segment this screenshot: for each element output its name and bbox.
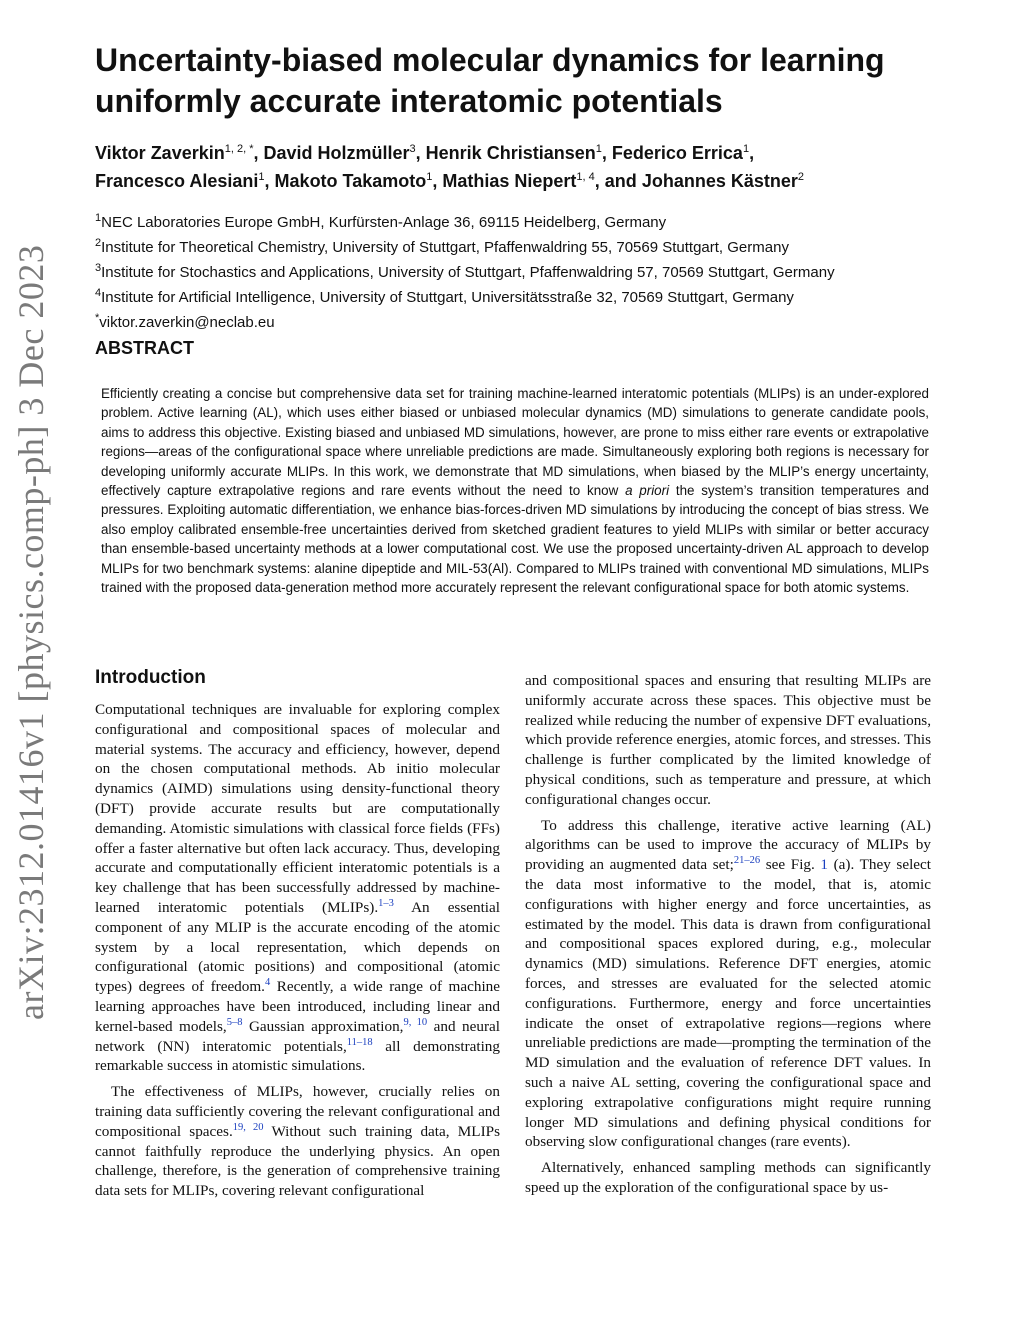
text-run: Alternatively, enhanced sampling methods can significantly speed up the exploration of the configurational space by us- <box>525 1159 931 1196</box>
abstract-text-part-2: the system’s transition temperatures and pressures. Exploiting automatic differentiation, we enhance bias-forces-driven MD simulations by introducing the concept of bias stress. We also employ calibrated ensemble-free uncertainties derived from sketched gradient features to yield MLIPs with similar or better accuracy than ensemble-based uncertainty methods at a lower computational cost. We use the proposed uncertainty-driven AL approach to develop MLIPs for two benchmark systems: alanine dipeptide and MIL-53(Al). Compared to MLIPs trained with conventional MD simulations, MLIPs trained with the proposed data-generation method more accurately represent the relevant configurational space for both atomic systems. <box>101 483 929 596</box>
text-run: (a). They select the data most informative to the model, that is, atomic configurations with higher energy and force uncertainties, as estimated by the model. This data is drawn from configurational and compositional spaces explored during, e.g., molecular dynamics (MD) simulations. Reference DFT energies, atomic forces, and stresses are evaluated for the selected atomic configurations. Furthermore, energy and force uncertainties indicate the onset of extrapolative regions—regions where unreliable predictions are made—prompting the termination of the MD simulation and the evaluation of reference DFT values. In such a naive AL setting, covering the configurational space and exploring extrapolative configurations might require running longer MD simulations and defining physical conditions for observing slow configurational changes (rare events). <box>525 856 932 1151</box>
section-heading-introduction: Introduction <box>95 667 206 688</box>
affiliation-text: Institute for Stochastics and Applications, University of Stuttgart, Pfaffenwaldring 57, 70569 Stuttgart, Germany <box>101 264 835 281</box>
citation-link[interactable]: 19, 20 <box>232 1121 264 1133</box>
author-affiliation-mark: 3 <box>409 143 416 155</box>
author-name: Francesco Alesiani <box>95 171 259 191</box>
intro-paragraph-5 <box>525 1158 931 1198</box>
affiliation-text: viktor.zaverkin@neclab.eu <box>99 314 275 331</box>
author-affiliation-mark: 1 <box>595 143 602 155</box>
affiliation-line <box>95 233 975 258</box>
affiliation-mark: 1 <box>95 212 102 224</box>
citation-link[interactable]: 4 <box>264 977 271 989</box>
text-run: To address this challenge, iterative active learning (AL) algorithms can be used to improve the accuracy of MLIPs by providing an augmented data set; <box>525 816 931 874</box>
author-name: Henrik Christiansen <box>425 143 596 163</box>
text-run: Without such training data, MLIPs cannot faithfully reproduce the underlying physics. An open challenge, therefore, is the generation of comprehensive training data sets for MLIPs, covering relevant configurational <box>95 1122 500 1200</box>
right-column <box>525 671 931 1198</box>
citation-link[interactable]: 1–3 <box>378 897 394 909</box>
text-run: and compositional spaces and ensuring that resulting MLIPs are uniformly accurate across these spaces. This objective must be realized while reducing the number of expensive DFT evaluations, which provide reference energies, atomic forces, and stresses. This challenge is further complicated by the limited knowledge of physical conditions, such as temperature and pressure, at which configurational changes occur. <box>525 672 931 808</box>
author-name: David Holzmüller <box>263 143 410 163</box>
intro-paragraph-2 <box>95 1082 500 1201</box>
intro-paragraph-1 <box>95 700 500 1076</box>
abstract-text <box>101 384 929 597</box>
figure-reference-link[interactable]: 1 <box>820 856 829 874</box>
text-run: see Fig. <box>760 856 821 874</box>
abstract-text-part-1: Efficiently creating a concise but comprehensive data set for training machine-learned interatomic potentials (MLIPs) is an under-explored problem. Active learning (AL), which uses either biased or unbiased molecular dynamics (MD) simulations to generate candidate pools, aims to address this objective. Existing biased and unbiased MD simulations, however, are prone to miss either rare events or extrapolative regions—areas of the configurational space where unreliable predictions are made. Simultaneously exploring both regions is necessary for developing uniformly accurate MLIPs. In this work, we demonstrate that MD simulations, when biased by the MLIP’s energy uncertainty, effectively capture extrapolative regions and rare events without the need to know <box>101 386 929 499</box>
citation-link[interactable]: 11–18 <box>346 1036 373 1048</box>
abstract-heading: ABSTRACT <box>95 338 194 358</box>
author-affiliation-mark: 2 <box>797 171 805 183</box>
text-run: Gaussian approximation, <box>242 1017 404 1035</box>
citation-link[interactable]: 21–26 <box>733 855 761 867</box>
author-name: Viktor Zaverkin <box>95 143 225 163</box>
author-name: Federico Errica <box>611 143 743 163</box>
affiliation-line <box>95 283 975 308</box>
affiliation-text: NEC Laboratories Europe GmbH, Kurfürsten-Anlage 36, 69115 Heidelberg, Germany <box>101 214 667 231</box>
intro-paragraph-3 <box>525 671 931 810</box>
affiliation-mark: 2 <box>95 237 102 249</box>
affiliation-mark: 3 <box>95 262 102 274</box>
author-name: Makoto Takamoto <box>274 171 427 191</box>
affiliation-mark: * <box>95 312 100 324</box>
author-name: Johannes Kästner <box>641 171 798 191</box>
affiliation-mark: 4 <box>95 287 102 299</box>
author-name: Mathias Niepert <box>442 171 577 191</box>
text-run: and neural network (NN) interatomic potentials, <box>95 1017 500 1055</box>
paper-title: Uncertainty-biased molecular dynamics for learning uniformly accurate interatomic potentials <box>95 42 885 119</box>
affiliation-line <box>95 208 975 233</box>
text-run: all demonstrating remarkable success in atomistic simulations. <box>95 1037 500 1075</box>
affiliation-line <box>95 258 975 283</box>
text-run: An essential component of any MLIP is the accurate encoding of the atomic system by a local representation, which depends on configurational (atomic positions) and compositional (atomic types) degrees of freedom. <box>95 898 500 996</box>
author-affiliation-mark: 1, 4 <box>576 171 595 183</box>
author-conjunction: and <box>604 171 637 191</box>
intro-paragraph-4 <box>525 816 931 1153</box>
affiliation-list <box>95 208 975 333</box>
author-affiliation-mark: 1 <box>742 143 750 155</box>
left-column <box>95 666 500 1201</box>
citation-link[interactable]: 9, 10 <box>403 1016 428 1028</box>
author-affiliation-mark: 1 <box>258 171 265 183</box>
affiliation-text: Institute for Artificial Intelligence, University of Stuttgart, Universitätsstraße 32, 70569 Stuttgart, Germany <box>101 289 794 306</box>
author-affiliation-mark: 1 <box>426 171 433 183</box>
text-run: Recently, a wide range of machine learning approaches have been introduced, including linear and kernel-based models, <box>95 978 500 1035</box>
author-list: Viktor Zaverkin$^{1, 2, *}$, David Holzmüller$^3$, Henrik Christiansen$^1$, Federico Errica$^1$, Francesco Alesiani$^1$, Makoto Takamoto$^1$, Mathias Niepert$^{1, 4}$, and Johannes Kästner$^2$ <box>95 143 805 191</box>
citation-link[interactable]: 5–8 <box>226 1016 243 1028</box>
text-run: The effectiveness of MLIPs, however, crucially relies on training data sufficiently covering the relevant configurational and compositional spaces. <box>95 1083 500 1140</box>
text-run: Computational techniques are invaluable for exploring complex configurational and compositional spaces of molecular and material systems. The accuracy and efficiency, however, depend on the chosen computational methods. Ab initio molecular dynamics (AIMD) simulations using density-functional theory (DFT) provide accurate results but are computationally demanding. Atomistic simulations with classical force fields (FFs) offer a faster alternative but often lack accuracy. Thus, developing accurate and computationally efficient interatomic potentials is a key challenge that has been successfully addressed by machine-learned interatomic potentials (MLIPs). <box>95 701 500 916</box>
affiliation-text: Institute for Theoretical Chemistry, University of Stuttgart, Pfaffenwaldring 55, 70569 Stuttgart, Germany <box>101 239 789 256</box>
affiliation-line <box>95 308 975 333</box>
author-affiliation-mark: 1, 2, * <box>224 143 254 155</box>
abstract-italic-phrase: a priori <box>625 483 670 499</box>
arxiv-identifier-stamp: arXiv:2312.01416v1 [physics.comp-ph] 3 Dec 2023 <box>11 244 51 1020</box>
